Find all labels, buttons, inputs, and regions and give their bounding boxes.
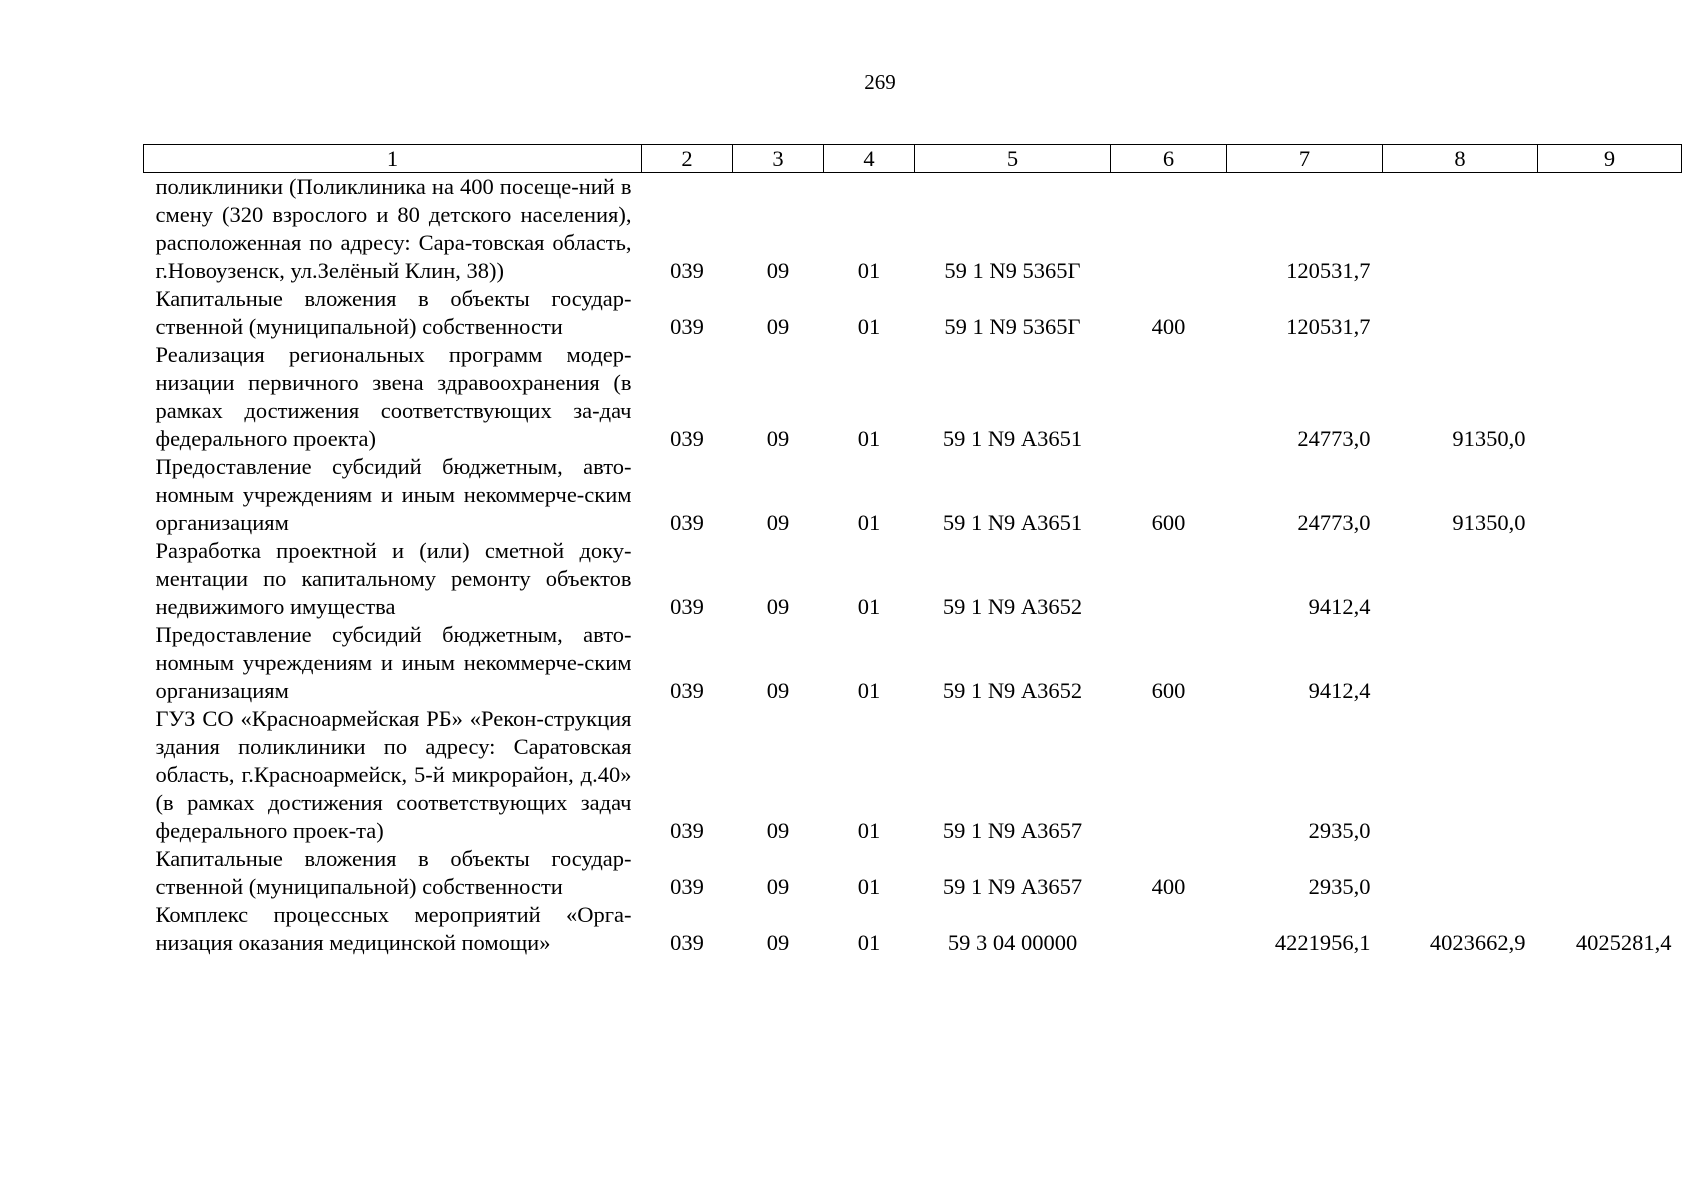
header-row: [144, 145, 1682, 173]
table-row: [144, 901, 1682, 957]
row-name: Комплекс процессных мероприятий «Орга-низация оказания медицинской помощи»: [155, 902, 632, 955]
section-code: 09: [766, 426, 790, 451]
amount-col7: 2935,0: [1308, 874, 1371, 899]
column-header-7: 7: [1227, 145, 1383, 173]
amount-col9: [1538, 705, 1682, 845]
amount-col8: 4023662,9: [1429, 930, 1526, 955]
amount-col8: [1383, 621, 1538, 705]
budget-table: [143, 144, 1682, 957]
column-header-8: 8: [1383, 145, 1538, 173]
subsection-code: 01: [857, 258, 881, 283]
target-article-code: 59 1 N9 А3651: [942, 510, 1083, 535]
target-article-code: 59 1 N9 5365Г: [944, 314, 1081, 339]
amount-col7: 4221956,1: [1274, 930, 1371, 955]
table-row: [144, 453, 1682, 537]
column-header-4: 4: [824, 145, 915, 173]
table-row: [144, 173, 1682, 286]
subsection-code: 01: [857, 426, 881, 451]
subsection-code: 01: [857, 510, 881, 535]
amount-col8: [1383, 705, 1538, 845]
table-row: [144, 341, 1682, 453]
row-name: ГУЗ СО «Красноармейская РБ» «Рекон-струкция здания поликлиники по адресу: Саратовская область, г.Красноармейск, 5-й микрорайон, д.40» (в рамках достижения соответствующих задач федерального проек-та): [155, 706, 632, 843]
ministry-code: 039: [670, 678, 704, 703]
subsection-code: 01: [857, 314, 881, 339]
row-name: Предоставление субсидий бюджетным, авто-номным учреждениям и иным некоммерче-ским организациям: [155, 454, 632, 535]
ministry-code: 039: [670, 874, 704, 899]
expense-type-code: [1111, 901, 1227, 957]
table-header: [144, 145, 1682, 173]
section-code: 09: [766, 818, 790, 843]
amount-col7: 120531,7: [1286, 258, 1371, 283]
column-header-6: 6: [1111, 145, 1227, 173]
ministry-code: 039: [670, 510, 704, 535]
table-row: [144, 705, 1682, 845]
column-header-5: 5: [915, 145, 1111, 173]
table-row: [144, 621, 1682, 705]
section-code: 09: [766, 874, 790, 899]
table-row: [144, 845, 1682, 901]
amount-col7: 24773,0: [1297, 426, 1371, 451]
amount-col9: [1538, 537, 1682, 621]
amount-col7: 9412,4: [1308, 594, 1371, 619]
subsection-code: 01: [857, 678, 881, 703]
target-article-code: 59 1 N9 А3657: [942, 818, 1083, 843]
column-header-1: 1: [144, 145, 642, 173]
section-code: 09: [766, 678, 790, 703]
column-header-3: 3: [733, 145, 824, 173]
ministry-code: 039: [670, 930, 704, 955]
amount-col9: 4025281,4: [1575, 930, 1672, 955]
section-code: 09: [766, 258, 790, 283]
section-code: 09: [766, 594, 790, 619]
page-number: 269: [864, 70, 896, 94]
column-header-9: 9: [1538, 145, 1682, 173]
target-article-code: 59 1 N9 5365Г: [944, 258, 1081, 283]
target-article-code: 59 3 04 00000: [947, 930, 1078, 955]
ministry-code: 039: [670, 594, 704, 619]
expense-type-code: [1111, 173, 1227, 286]
expense-type-code: [1111, 705, 1227, 845]
amount-col8: 91350,0: [1452, 510, 1526, 535]
amount-col7: 24773,0: [1297, 510, 1371, 535]
amount-col8: [1383, 285, 1538, 341]
amount-col8: [1383, 173, 1538, 286]
expense-type-code: [1111, 341, 1227, 453]
amount-col8: [1383, 537, 1538, 621]
target-article-code: 59 1 N9 А3651: [942, 426, 1083, 451]
amount-col9: [1538, 173, 1682, 286]
target-article-code: 59 1 N9 А3652: [942, 678, 1083, 703]
subsection-code: 01: [857, 930, 881, 955]
section-code: 09: [766, 510, 790, 535]
amount-col8: [1383, 845, 1538, 901]
amount-col7: 120531,7: [1286, 314, 1371, 339]
subsection-code: 01: [857, 594, 881, 619]
row-name: Капитальные вложения в объекты государ-ственной (муниципальной) собственности: [155, 286, 632, 339]
amount-col7: 2935,0: [1308, 818, 1371, 843]
target-article-code: 59 1 N9 А3652: [942, 594, 1083, 619]
amount-col9: [1538, 341, 1682, 453]
target-article-code: 59 1 N9 А3657: [942, 874, 1083, 899]
amount-col8: 91350,0: [1452, 426, 1526, 451]
ministry-code: 039: [670, 314, 704, 339]
amount-col9: [1538, 285, 1682, 341]
amount-col9: [1538, 621, 1682, 705]
row-name: Разработка проектной и (или) сметной доку-ментации по капитальному ремонту объектов недвижимого имущества: [155, 538, 632, 619]
section-code: 09: [766, 314, 790, 339]
expense-type-code: 600: [1151, 510, 1186, 535]
ministry-code: 039: [670, 426, 704, 451]
table-body: [144, 173, 1682, 958]
row-name: Предоставление субсидий бюджетным, авто-номным учреждениям и иным некоммерче-ским организациям: [155, 622, 632, 703]
column-header-2: 2: [642, 145, 733, 173]
expense-type-code: [1111, 537, 1227, 621]
amount-col9: [1538, 845, 1682, 901]
amount-col9: [1538, 453, 1682, 537]
expense-type-code: 400: [1151, 314, 1186, 339]
row-name: Капитальные вложения в объекты государ-ственной (муниципальной) собственности: [155, 846, 632, 899]
row-name: поликлиники (Поликлиника на 400 посеще-ний в смену (320 взрослого и 80 детского населения), расположенная по адресу: Сара-товская область, г.Новоузенск, ул.Зелёный Клин, 38)): [155, 174, 632, 283]
subsection-code: 01: [857, 818, 881, 843]
ministry-code: 039: [670, 258, 704, 283]
table-row: [144, 285, 1682, 341]
row-name: Реализация региональных программ модер-низации первичного звена здравоохранения (в рамках достижения соответствующих за-дач федерального проекта): [155, 342, 632, 451]
expense-type-code: 400: [1151, 874, 1186, 899]
expense-type-code: 600: [1151, 678, 1186, 703]
amount-col7: 9412,4: [1308, 678, 1371, 703]
table-row: [144, 537, 1682, 621]
ministry-code: 039: [670, 818, 704, 843]
subsection-code: 01: [857, 874, 881, 899]
section-code: 09: [766, 930, 790, 955]
